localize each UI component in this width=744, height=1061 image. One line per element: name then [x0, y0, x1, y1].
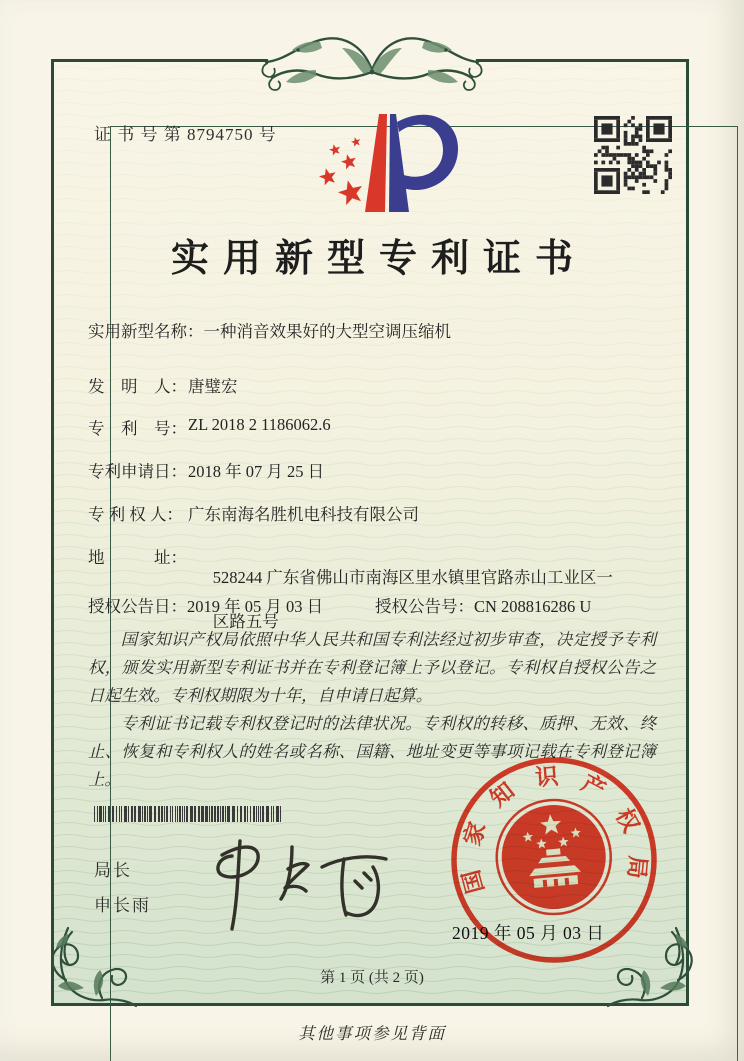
field-label: 专 利 号：	[88, 419, 187, 438]
field-value: 广东南海名胜机电科技有限公司	[188, 505, 419, 524]
svg-text:国: 国	[458, 867, 489, 896]
svg-text:知: 知	[485, 777, 520, 812]
address-line-1: 528244 广东省佛山市南海区里水镇里官路赤山工业区一	[212, 568, 613, 587]
page-number: 第 1 页 (共 2 页)	[320, 970, 424, 986]
svg-text:识: 识	[534, 763, 560, 791]
director-name: 申长雨	[94, 896, 151, 915]
field-row-patent-no	[88, 415, 656, 439]
body-paragraph-1: 国家知识产权局依照中华人民共和国专利法经过初步审查，决定授予专利权，颁发实用新型专利证书并在专利登记簿上予以登记。专利权自授权公告之日起生效。专利权期限为十年，自申请日起算。	[88, 630, 656, 705]
top-scroll-ornament	[258, 26, 486, 106]
svg-text:家: 家	[459, 818, 491, 849]
field-row-grant	[88, 593, 656, 617]
address-line-2: 区路五号	[212, 612, 279, 631]
certificate-number: 证 书 号 第 8794750 号	[94, 125, 277, 144]
back-note: 其他事项参见背面	[298, 1024, 446, 1043]
national-emblem	[492, 795, 616, 919]
grant-date: 授权公告日：2019 年 05 月 03 日	[88, 597, 324, 616]
logo-blue-bowl	[397, 115, 458, 190]
field-value: ZL 2018 2 1186062.6	[188, 415, 331, 434]
svg-text:产: 产	[577, 770, 610, 804]
logo-stars	[319, 137, 362, 205]
cnipa-patent-logo-icon	[293, 100, 463, 218]
qr-code	[594, 116, 672, 194]
field-value: 2018 年 07 月 25 日	[188, 462, 325, 481]
field-label: 专 利 权 人：	[88, 505, 183, 524]
body-paragraph-2: 专利证书记载专利权登记时的法律状况。专利权的转移、质押、无效、终止、恢复和专利权人的姓名或名称、国籍、地址变更等事项记载在专利登记簿上。	[88, 714, 656, 789]
field-row-name	[88, 318, 656, 342]
field-row-inventor	[88, 373, 656, 397]
seal-date: 2019 年 05 月 03 日	[452, 923, 605, 943]
field-label: 专利申请日：	[88, 462, 187, 481]
director-signature	[192, 833, 407, 941]
field-label: 地 址：	[88, 548, 187, 567]
field-row-patentee	[88, 501, 656, 525]
certificate-title: 实用新型专利证书	[170, 238, 587, 280]
svg-text:权: 权	[610, 804, 644, 837]
svg-text:局: 局	[623, 854, 651, 880]
field-value: 唐璧宏	[188, 377, 238, 396]
grant-number: 授权公告号：CN 208816286 U	[375, 597, 592, 616]
barcode	[94, 806, 284, 822]
logo-red-cone	[365, 114, 387, 212]
director-title: 局长	[94, 861, 132, 880]
field-label: 实用新型名称：	[88, 322, 204, 341]
field-row-filing-date	[88, 458, 656, 482]
field-label: 发 明 人：	[88, 377, 187, 396]
field-value: 一种消音效果好的大型空调压缩机	[203, 322, 451, 341]
